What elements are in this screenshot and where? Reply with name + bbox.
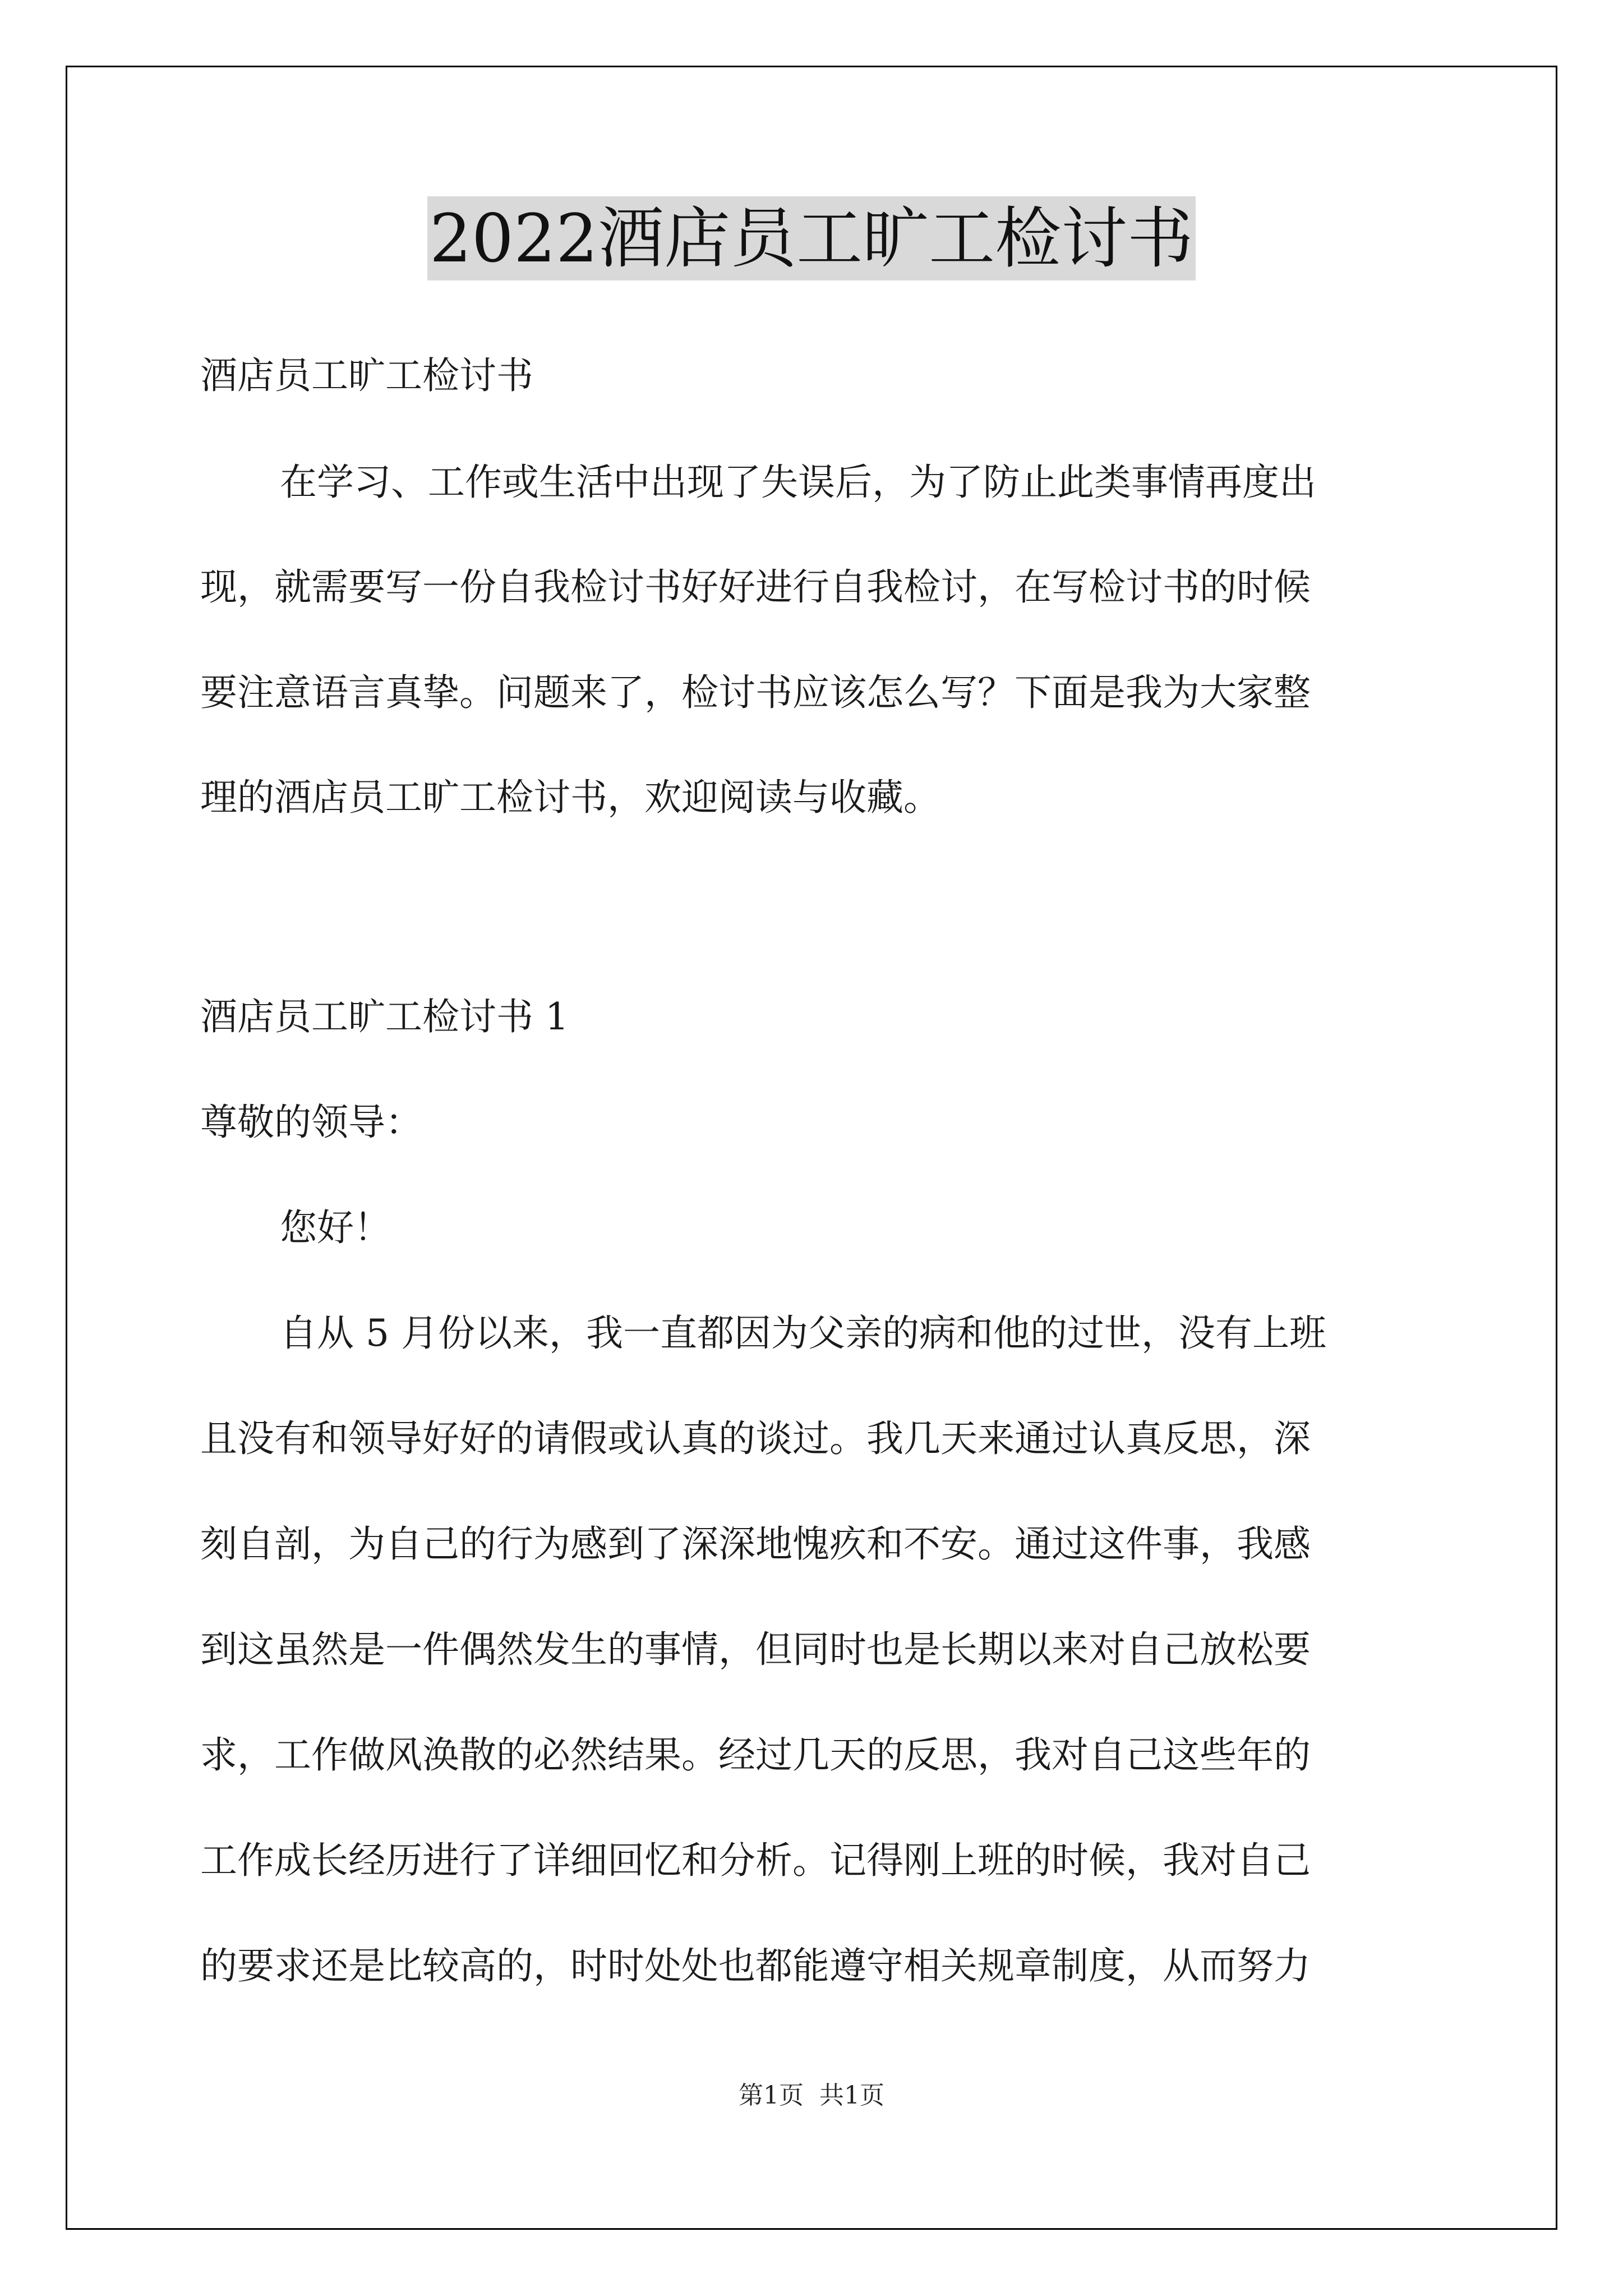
document-title: 2022酒店员工旷工检讨书 [427, 196, 1196, 280]
body-line: 求，工作做风涣散的必然结果。经过几天的反思，我对自己这些年的 [200, 1733, 1311, 1777]
intro-line: 现，就需要写一份自我检讨书好好进行自我检讨，在写检讨书的时候 [200, 565, 1311, 609]
body-line: 到这虽然是一件偶然发生的事情，但同时也是长期以来对自己放松要 [200, 1628, 1311, 1671]
document-subtitle: 酒店员工旷工检讨书 [200, 354, 533, 397]
intro-line: 在学习、工作或生活中出现了失误后，为了防止此类事情再度出 [280, 461, 1316, 504]
title-container [0, 196, 1623, 280]
body-line: 且没有和领导好好的请假或认真的谈过。我几天来通过认真反思，深 [200, 1417, 1311, 1460]
page-footer [0, 2079, 1623, 2113]
intro-line: 理的酒店员工旷工检讨书，欢迎阅读与收藏。 [200, 776, 940, 819]
body-line: 刻自剖，为自己的行为感到了深深地愧疚和不安。通过这件事，我感 [200, 1522, 1311, 1566]
salutation: 尊敬的领导： [200, 1101, 422, 1144]
page-total: 共1页 [819, 2081, 884, 2110]
section-heading: 酒店员工旷工检讨书 1 [200, 995, 569, 1038]
body-line: 工作成长经历进行了详细回忆和分析。记得刚上班的时候，我对自己 [200, 1839, 1311, 1882]
greeting: 您好！ [280, 1206, 391, 1249]
page-number: 第1页 [739, 2081, 804, 2110]
body-line: 的要求还是比较高的，时时处处也都能遵守相关规章制度，从而努力 [200, 1944, 1311, 1987]
body-line: 自从 5 月份以来，我一直都因为父亲的病和他的过世，没有上班 [280, 1312, 1326, 1355]
intro-line: 要注意语言真挚。问题来了，检讨书应该怎么写？下面是我为大家整 [200, 671, 1311, 714]
